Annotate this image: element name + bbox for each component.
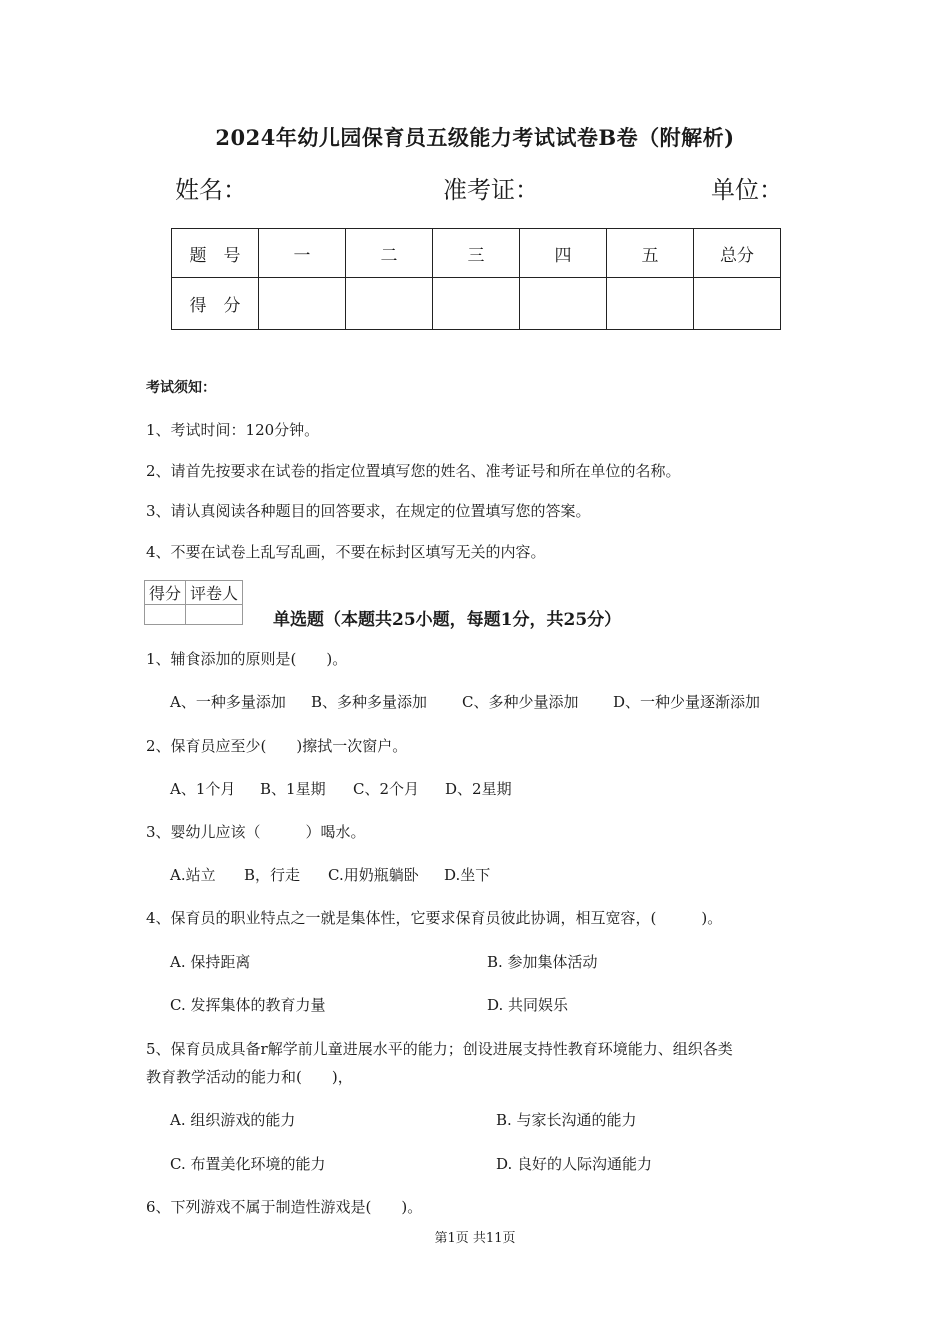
- question-option: C. 发挥集体的教育力量: [170, 996, 326, 1014]
- exam-title: 2024年幼儿园保育员五级能力考试试卷B卷（附解析): [215, 125, 735, 150]
- grader-score-label: 得分: [145, 581, 186, 605]
- score-table-col-total: 总分: [694, 229, 781, 278]
- score-table-col-1: 一: [259, 229, 346, 278]
- score-cell-5: [607, 278, 694, 330]
- unit-field-label: 单位：: [711, 176, 783, 204]
- question-stem: 2、保育员应至少( )擦拭一次窗户。: [146, 737, 408, 755]
- score-cell-3: [433, 278, 520, 330]
- question-option: C、2个月: [353, 780, 420, 798]
- question-option: D. 共同娱乐: [487, 996, 569, 1014]
- question-option: B、多种多量添加: [311, 693, 428, 711]
- page-footer: 第1页 共11页: [434, 1231, 516, 1246]
- question-option: A. 保持距离: [170, 953, 251, 971]
- grader-box: [144, 580, 243, 625]
- question-option: C. 布置美化环境的能力: [170, 1155, 326, 1173]
- score-table-col-3: 三: [433, 229, 520, 278]
- notice-item: 4、不要在试卷上乱写乱画，不要在标封区填写无关的内容。: [146, 543, 546, 561]
- score-table-header-label: 题 号: [172, 229, 259, 278]
- question-stem: 6、下列游戏不属于制造性游戏是( )。: [146, 1198, 423, 1216]
- grader-name-cell: [186, 605, 243, 625]
- question-option: D、一种少量逐渐添加: [613, 693, 761, 711]
- score-table-header-row: [172, 229, 781, 278]
- grader-score-cell: [145, 605, 186, 625]
- question-option: D.坐下: [444, 866, 491, 884]
- score-cell-2: [346, 278, 433, 330]
- score-table-col-4: 四: [520, 229, 607, 278]
- notice-item: 2、请首先按要求在试卷的指定位置填写您的姓名、准考证号和所在单位的名称。: [146, 462, 681, 480]
- question-option: D、2星期: [445, 780, 512, 798]
- question-option: A. 组织游戏的能力: [170, 1111, 296, 1129]
- question-option: A、一种多量添加: [170, 693, 286, 711]
- score-table-score-row: [172, 278, 781, 330]
- score-cell-1: [259, 278, 346, 330]
- score-table-col-5: 五: [607, 229, 694, 278]
- notice-item: 1、考试时间：120分钟。: [146, 421, 320, 439]
- question-stem: 1、辅食添加的原则是( )。: [146, 650, 348, 668]
- question-option: A、1个月: [170, 780, 236, 798]
- question-option: B，行走: [244, 866, 301, 884]
- grader-name-label: 评卷人: [186, 581, 243, 605]
- score-table: [171, 228, 781, 330]
- score-table-row-label: 得 分: [172, 278, 259, 330]
- score-cell-total: [694, 278, 781, 330]
- notice-item: 3、请认真阅读各种题目的回答要求，在规定的位置填写您的答案。: [146, 502, 591, 520]
- question-option: D. 良好的人际沟通能力: [496, 1155, 653, 1173]
- notice-heading: 考试须知：: [146, 380, 216, 396]
- question-stem-continued: 教育教学活动的能力和( )，: [146, 1068, 353, 1086]
- score-table-col-2: 二: [346, 229, 433, 278]
- question-option: B. 与家长沟通的能力: [496, 1111, 637, 1129]
- score-cell-4: [520, 278, 607, 330]
- question-stem: 5、保育员成具备r解学前儿童进展水平的能力；创设进展支持性教育环境能力、组织各类: [146, 1040, 733, 1058]
- question-option: B. 参加集体活动: [487, 953, 598, 971]
- question-stem: 4、保育员的职业特点之一就是集体性，它要求保育员彼此协调，相互宽容，( )。: [146, 909, 723, 927]
- question-option: C、多种少量添加: [462, 693, 579, 711]
- question-option: B、1星期: [260, 780, 326, 798]
- question-option: A.站立: [170, 866, 216, 884]
- name-field-label: 姓名：: [175, 176, 247, 204]
- question-stem: 3、婴幼儿应该（ ）喝水。: [146, 823, 366, 841]
- exam-id-field-label: 准考证：: [443, 176, 539, 204]
- question-option: C.用奶瓶躺卧: [328, 866, 419, 884]
- section-title: 单选题（本题共25小题，每题1分，共25分）: [273, 610, 622, 630]
